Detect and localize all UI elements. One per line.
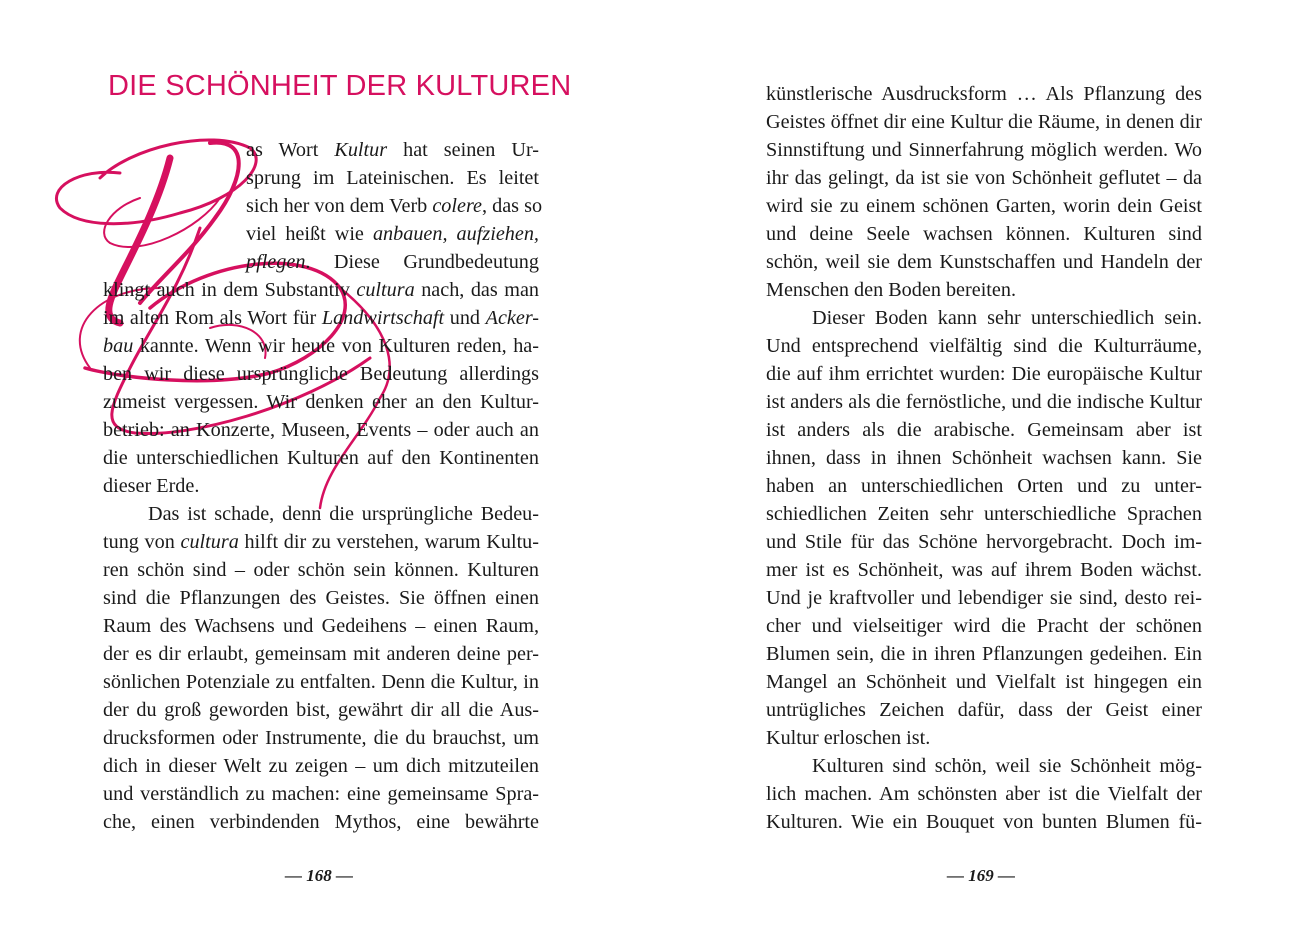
body-line: und Stile für das Schöne hervorgebracht. Doch im- (766, 531, 1202, 553)
body-line: Sinnstiftung und Sinnerfahrung möglich werden. Wo (766, 139, 1202, 161)
body-line: Kultur erloschen ist. (766, 727, 931, 749)
body-line: ihr das gelingt, da ist sie von Schönheit geflutet – da (766, 167, 1202, 189)
body-line: untrügliches Zeichen dafür, dass der Geist einer (766, 699, 1202, 721)
body-line: schiedlichen Zeiten sehr unterschiedliche Sprachen (766, 503, 1202, 525)
body-line: ben wir diese ursprüngliche Bedeutung allerdings (103, 363, 539, 385)
body-line: bau kannte. Wenn wir heute von Kulturen reden, ha- (103, 335, 539, 357)
body-line: der es dir erlaubt, gemeinsam mit anderen deine per- (103, 643, 539, 665)
body-line: as Wort Kultur hat seinen Ur- (246, 139, 539, 161)
body-line: sich her von dem Verb colere, das so (246, 195, 543, 217)
body-line: viel heißt wie anbauen, aufziehen, (246, 223, 539, 245)
body-line: haben an unterschiedlichen Orten und zu unter- (766, 475, 1202, 497)
body-line: zumeist vergessen. Wir denken eher an den Kultur- (103, 391, 539, 413)
body-line: Raum des Wachsens und Gedeihens – einen Raum, (103, 615, 539, 637)
body-line: und deine Seele wachsen können. Kulturen sind (766, 223, 1202, 245)
body-line: pflegen. Diese Grundbedeutung (246, 251, 539, 273)
body-line: dieser Erde. (103, 475, 200, 497)
body-line: schön, weil sie dem Kunstschaffen und Handeln der (766, 251, 1202, 273)
body-line: Kulturen sind schön, weil sie Schönheit mög- (812, 755, 1202, 777)
page-number-left: — 168 — (285, 866, 353, 885)
body-line: dich in dieser Welt zu zeigen – um dich mitzuteilen (103, 755, 539, 777)
body-line: ihnen, dass in ihnen Schönheit wachsen kann. Sie (766, 447, 1202, 469)
body-line: betrieb: an Konzerte, Museen, Events – oder auch an (103, 419, 539, 441)
body-line: sind die Pflanzungen des Geistes. Sie öffnen einen (103, 587, 539, 609)
body-line: drucksformen oder Instrumente, die du brauchst, um (103, 727, 539, 749)
body-line: Menschen den Boden bereiten. (766, 279, 1017, 301)
body-line: Und je kraftvoller und lebendiger sie sind, desto rei- (766, 587, 1202, 609)
body-line: Kulturen. Wie ein Bouquet von bunten Blumen fü- (766, 811, 1202, 833)
body-line: und verständlich zu machen: eine gemeinsame Spra- (103, 783, 539, 805)
body-line: im alten Rom als Wort für Landwirtschaft und Acker- (103, 307, 540, 329)
body-line: wird sie zu einem schönen Garten, worin dein Geist (766, 195, 1202, 217)
body-line: cher und vielseitiger wird die Pracht der schönen (766, 615, 1202, 637)
body-line: sönlichen Potenziale zu entfalten. Denn die Kultur, in (103, 671, 539, 693)
page-number-right: — 169 — (947, 866, 1015, 885)
body-line: sprung im Lateinischen. Es leitet (246, 167, 539, 189)
body-line: Geistes öffnet dir eine Kultur die Räume, in denen dir (766, 111, 1202, 133)
body-line: Das ist schade, denn die ursprüngliche Bedeu- (148, 503, 539, 525)
body-line: Mangel an Schönheit und Vielfalt ist hingegen ein (766, 671, 1202, 693)
body-line: klingt auch in dem Substantiv cultura nach, das man (103, 279, 539, 301)
body-line: die auf ihm errichtet wurden: Die europäische Kultur (766, 363, 1202, 385)
body-line: künstlerische Ausdrucksform … Als Pflanzung des (766, 83, 1202, 105)
body-line: ist anders als die arabische. Gemeinsam aber ist (766, 419, 1202, 441)
chapter-title: DIE SCHÖNHEIT DER KULTUREN (108, 70, 572, 102)
body-line: ren schön sind – oder schön sein können. Kulturen (103, 559, 539, 581)
body-line: Und entsprechend vielfältig sind die Kulturräume, (766, 335, 1202, 357)
body-line: Blumen sein, die in ihren Pflanzungen gedeihen. Ein (766, 643, 1202, 665)
body-line: Dieser Boden kann sehr unterschiedlich sein. (812, 307, 1202, 329)
body-line: che, einen verbindenden Mythos, eine bewährte (103, 811, 539, 833)
body-line: die unterschiedlichen Kulturen auf den Kontinenten (103, 447, 539, 469)
body-line: lich machen. Am schönsten aber ist die Vielfalt der (766, 783, 1202, 805)
body-line: tung von cultura hilft dir zu verstehen, warum Kultu- (103, 531, 539, 553)
body-line: der du groß geworden bist, gewährt dir all die Aus- (103, 699, 539, 721)
body-line: ist anders als die fernöstliche, und die indische Kultur (766, 391, 1202, 413)
right-page (652, 0, 1304, 935)
body-line: mer ist es Schönheit, was auf ihrem Boden wächst. (766, 559, 1202, 581)
